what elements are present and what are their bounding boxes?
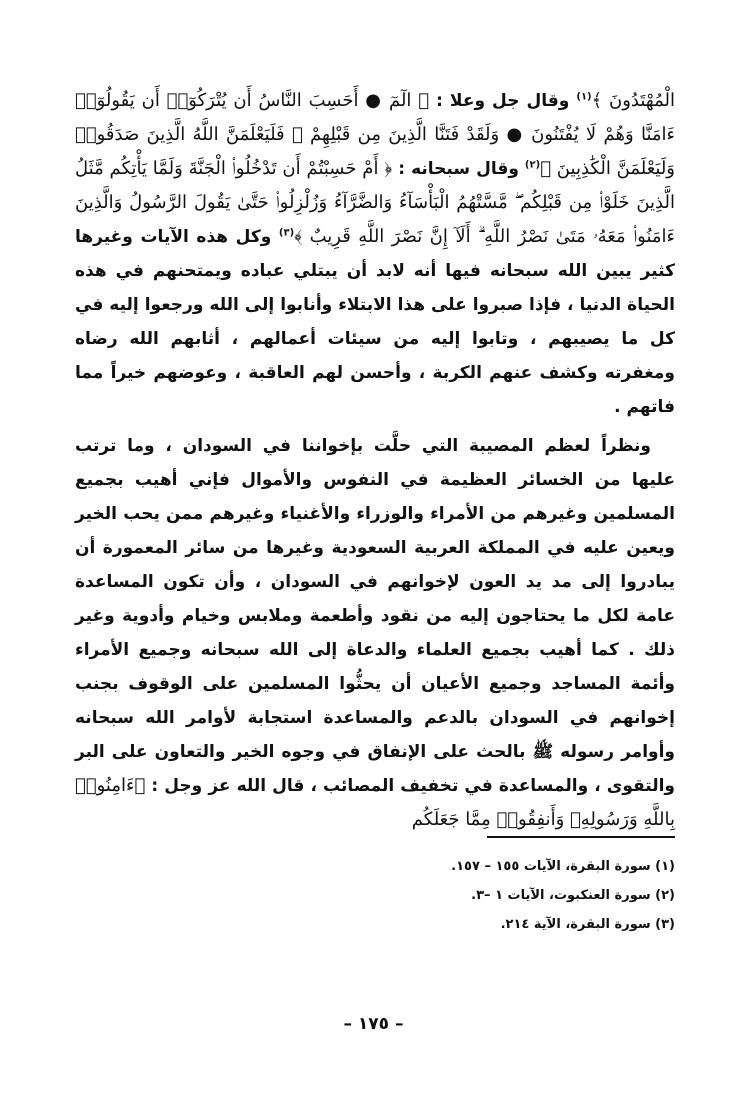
body-text: ونظراً لعظم المصيبة التي حلَّت بإخواننا في السودان ، وما ترتب عليها من الخسائر العظيمة في النفوس والأموال فإني أهيب بجميع المسلمين وغيرهم من الأمراء والوزراء والأغنياء وغيرهم ممن يحب الخير ويعين عليه في المملكة العربية السعودية وغيرها من سائر المعمورة أن يبادروا إلى مد يد العون لإخوانهم في السودان ، وأن تكون المساعدة عامة لكل ما يحتاجون إليه من نقود وأطعمة وملابس وخيام وأدوية وغير ذلك . كما أهيب بجميع العلماء والدعاة إلى الله سبحانه وجميع الأمراء وأئمة المساجد وجميع الأعيان أن يحثُّوا المسلمين على الوقوف بجنب إخوانهم في السودان بالدعم والمساعدة استجابة لأوامر الله سبحانه وأوامر رسوله ﷺ بالحث على الإنفاق في وجوه الخير والتعاون على البر والتقوى ، والمساعدة في تخفيف المصائب ، قال الله عز وجل : [75,436,675,796]
footnote-reference: (١) [576,91,592,103]
footnote-reference: (٢) [524,159,541,171]
footnote-reference: (٣) [278,227,295,239]
body-text: وقال جل وعلا : [429,91,577,111]
body-paragraph-2 [75,429,675,837]
footnotes [350,852,675,939]
page-number: – ١٧٥ – [343,1014,404,1034]
quran-verse: الْمُهْتَدُونَ ﴾ [591,90,675,111]
quran-verse: ﴿ أَمْ حَسِبْتُمْ أَن تَدْخُلُوا۟ الْجَنَّةَ وَلَمَّا يَأْتِكُم مَّثَلُ الَّذِينَ خَلَوْا۟ مِن قَبْلِكُم ۖ مَّسَّتْهُمُ الْبَأْسَآءُ وَالضَّرَّآءُ وَزُلْزِلُوا۟ حَتَّىٰ يَقُولَ الرَّسُولُ وَالَّذِينَ ءَامَنُوا۟ مَعَهُۥ مَتَىٰ نَصْرُ اللَّهِ ۗ أَلَآ إِنَّ نَصْرَ اللَّهِ قَرِيبٌ ﴾ [75,158,675,247]
quran-verse: ﴿ الٓمٓ ● أَحَسِبَ النَّاسُ أَن يُتْرَكُوٓا۟ أَن يَقُولُوٓا۟ ءَامَنَّا وَهُمْ لَا يُفْتَنُونَ ● وَلَقَدْ فَتَنَّا الَّذِينَ مِن قَبْلِهِمْ ۖ فَلَيَعْلَمَنَّ اللَّهُ الَّذِينَ صَدَقُوا۟ وَلَيَعْلَمَنَّ الْكَٰذِبِينَ ﴾ [75,90,675,179]
body-text: وقال سبحانه : [392,159,525,179]
footnote-item: (٣) سورة البقرة، الآية ٢١٤. [500,917,675,932]
body-paragraph-1 [75,84,675,424]
footnote-item: (١) سورة البقرة، الآيات ١٥٥ – ١٥٧. [451,859,675,874]
body-text: وكل هذه الآيات وغيرها كثير يبين الله سبحانه فيها أنه لابد أن يبتلي عباده ويمتحنهم في هذه الحياة الدنيا ، فإذا صبروا على هذا الابتلاء وأنابوا إلى الله ورجعوا إليه في كل ما يصيبهم ، وتابوا إليه من سيئات أعمالهم ، أثابهم الله رضاه ومغفرته وكشف عنهم الكربة ، وأحسن لهم العاقبة ، وعوضهم خيراً مما فاتهم . [75,227,675,417]
footnote-item: (٢) سورة العنكبوت، الآيات ١ –٣. [471,888,675,903]
footnote-separator [487,836,675,838]
quran-verse: ﴿ءَامِنُوا۟ بِاللَّهِ وَرَسُولِهِۦ وَأَنفِقُوا۟ مِمَّا جَعَلَكُم [75,775,675,830]
